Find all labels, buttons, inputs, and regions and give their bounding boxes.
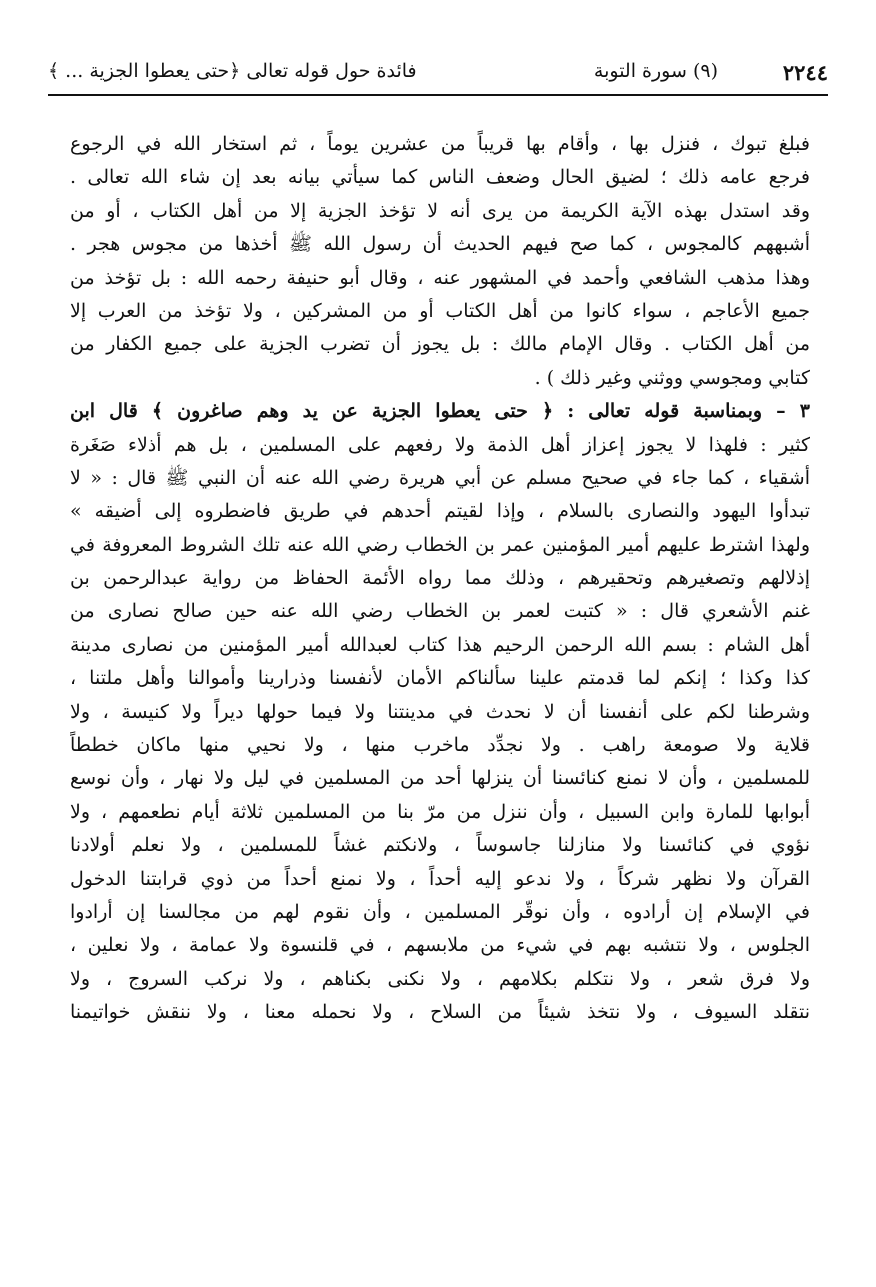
text-line: ولا فرق شعر ، ولا نتكلم بكلامهم ، ولا نكنى بكناهم ، ولا نركب السروج ، ولا bbox=[70, 967, 810, 990]
text-line: للمسلمين ، وأن لا نمنع كنائسنا أن ينزلها أحد من المسلمين في ليل ولا نهار ، وأن نوسع bbox=[70, 767, 810, 790]
text-line: كثير : فلهذا لا يجوز إعزاز أهل الذمة ولا رفعهم على المسلمين ، بل هم أذلاء صَغَرة bbox=[70, 433, 810, 456]
text-line: تبدأوا اليهود والنصارى بالسلام ، وإذا لقيتم أحدهم في طريق فاضطروه إلى أضيقه » bbox=[70, 500, 810, 523]
text-line: أشبههم كالمجوس ، كما صح فيهم الحديث أن رسول الله ﷺ أخذها من مجوس هجر . bbox=[70, 233, 810, 256]
page-header bbox=[48, 52, 828, 92]
text-line: إذلالهم وتصغيرهم وتحقيرهم ، وذلك مما رواه الأئمة الحفاظ من رواية عبدالرحمن بن bbox=[70, 567, 810, 590]
text-line: كذا وكذا ؛ إنكم لما قدمتم علينا سألناكم الأمان لأنفسنا وذرارينا وأموالنا وأهل ملتنا ، bbox=[70, 667, 810, 690]
text-line: قلاية ولا صومعة راهب . ولا نجدِّد ماخرب منها ، ولا نحيي منها ماكان خططاً bbox=[70, 734, 810, 757]
text-line: كتابي ومجوسي ووثني وغير ذلك ) . bbox=[534, 366, 810, 389]
text-line: أشقياء ، كما جاء في صحيح مسلم عن أبي هريرة رضي الله عنه أن النبي ﷺ قال : « لا bbox=[70, 466, 810, 489]
text-line: جميع الأعاجم ، سواء كانوا من أهل الكتاب أو من المشركين ، ولا تؤخذ من العرب إلا bbox=[70, 299, 810, 322]
text-line: فرجع عامه ذلك ؛ لضيق الحال وضعف الناس كما سيأتي بيانه بعد إن شاء الله تعالى . bbox=[70, 166, 810, 189]
section-heading-line: ٣ – وبمناسبة قوله تعالى : ﴿ حتى يعطوا الجزية عن يد وهم صاغرون ﴾ قال ابن bbox=[70, 400, 810, 423]
text-line: من أهل الكتاب . وقال الإمام مالك : بل يجوز أن تضرب الجزية على جميع الكفار من bbox=[70, 333, 810, 356]
body-text bbox=[70, 128, 810, 1030]
text-line: فبلغ تبوك ، فنزل بها ، وأقام بها قريباً من عشرين يوماً ، ثم استخار الله في الرجوع bbox=[70, 133, 810, 155]
text-line: نتقلد السيوف ، ولا نتخذ شيئاً من السلاح ، ولا نحمله معنا ، ولا ننقش خواتيمنا bbox=[70, 1001, 810, 1024]
text-line: وهذا مذهب الشافعي وأحمد في المشهور عنه ، وقال أبو حنيفة رحمه الله : بل تؤخذ من bbox=[70, 266, 810, 289]
text-line: ولهذا اشترط عليهم أمير المؤمنين عمر بن الخطاب رضي الله عنه تلك الشروط المعروفة في bbox=[70, 533, 810, 556]
text-line: وشرطنا لكم على أنفسنا أن لا نحدث في مدينتنا ولا فيما حولها ديراً ولا كنيسة ، ولا bbox=[70, 700, 810, 723]
running-title: فائدة حول قوله تعالى ﴿حتى يعطوا الجزية ... ﴾ bbox=[48, 60, 417, 82]
text-line: غنم الأشعري قال : « كتبت لعمر بن الخطاب رضي الله عنه حين صالح نصارى من bbox=[70, 600, 810, 623]
text-line: نؤوي في كنائسنا ولا منازلنا جاسوساً ، ولانكتم غشاً للمسلمين ، ولا نعلم أولادنا bbox=[70, 834, 810, 857]
text-line: أهل الشام : بسم الله الرحمن الرحيم هذا كتاب لعبدالله أمير المؤمنين من نصارى مدينة bbox=[70, 633, 810, 656]
text-line: القرآن ولا نظهر شركاً ، ولا ندعو إليه أحداً ، ولا نمنع أحداً من ذوي قرابتنا الدخول bbox=[70, 867, 810, 890]
text-line: في الإسلام إن أرادوه ، وأن نوقّر المسلمين ، وأن نقوم لهم من مجالسنا إن أرادوا bbox=[70, 900, 810, 923]
page-number: ٢٢٤٤ bbox=[782, 60, 828, 85]
text-line: أبوابها للمارة وابن السبيل ، وأن ننزل من مرّ بنا من المسلمين ثلاثة أيام نطعمهم ، ولا bbox=[70, 800, 810, 823]
surah-label: (٩) سورة التوبة bbox=[593, 60, 718, 82]
text-line: وقد استدل بهذه الآية الكريمة من يرى أنه لا تؤخذ الجزية إلا من أهل الكتاب ، أو من bbox=[70, 199, 810, 222]
header-divider bbox=[48, 94, 828, 96]
text-line: الجلوس ، ولا نتشبه بهم في شيء من ملابسهم ، في قلنسوة ولا عمامة ، ولا نعلين ، bbox=[70, 934, 810, 957]
